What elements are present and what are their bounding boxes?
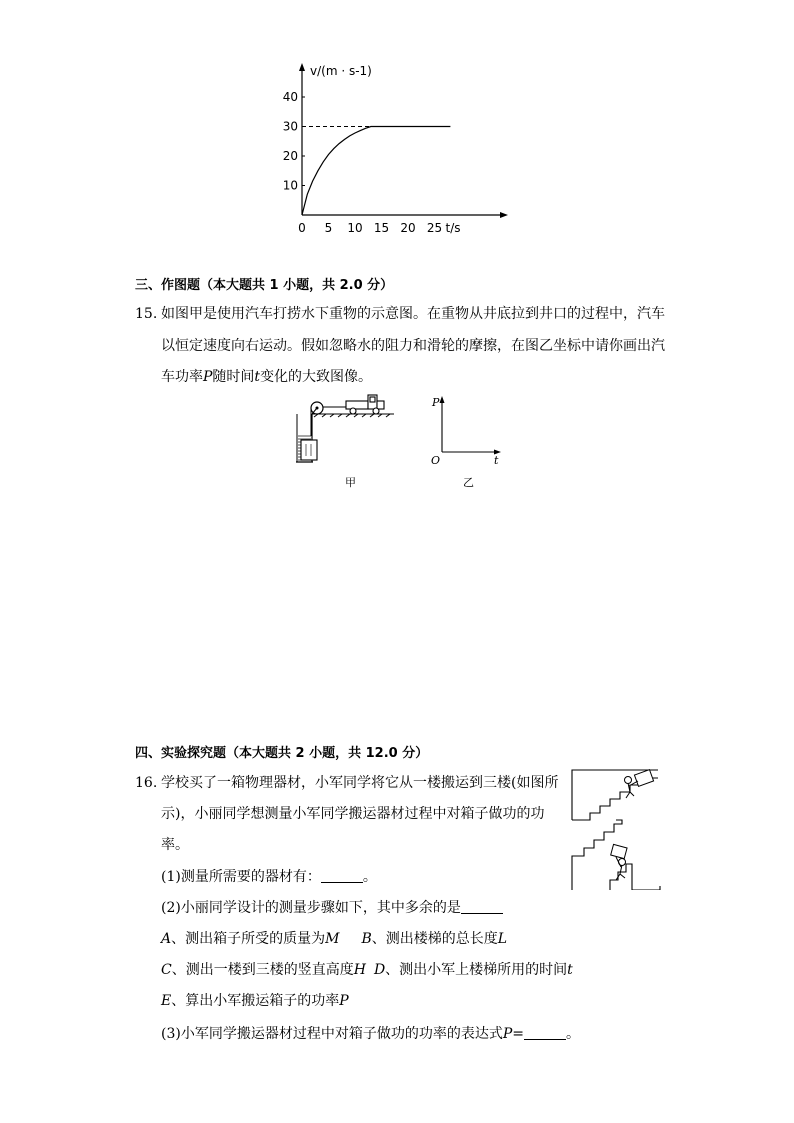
answer-blank-1[interactable] <box>321 868 363 883</box>
y-axis-arrow <box>299 63 305 71</box>
option-d-var: t <box>567 962 573 978</box>
x-axis-arrow <box>500 212 508 218</box>
q15-text: 变化的大致图像。 <box>260 369 373 385</box>
q16-line-3: 率。 <box>161 837 189 853</box>
truck-well-diagram <box>290 392 400 468</box>
option-b-letter: B <box>361 931 372 947</box>
q16-option-ab <box>161 930 507 948</box>
option-d-text: 、测出小军上楼梯所用的时间 <box>385 962 568 978</box>
option-c-var: H <box>353 962 366 978</box>
option-b-text: 、测出楼梯的总长度 <box>371 931 498 947</box>
q16-number: 16. <box>135 775 158 791</box>
q16-line-2: 示)，小丽同学想测量小军同学搬运器材过程中对箱子做功的功 <box>161 806 545 822</box>
q15-line-1: 如图甲是使用汽车打捞水下重物的示意图。在重物从井底拉到井口的过程中，汽车 <box>161 306 665 322</box>
q15-text: 车功率 <box>161 369 203 385</box>
velocity-curve <box>302 127 450 216</box>
y-tick-label: 10 <box>282 178 298 193</box>
x-tick-label: 15 <box>373 221 390 235</box>
q15-line-2: 以恒定速度向右运动。假如忽略水的阻力和滑轮的摩擦，在图乙坐标中请你画出汽 <box>161 338 665 354</box>
staircase-illustration <box>570 768 662 890</box>
chart-layer <box>283 63 508 235</box>
q16-option-e <box>161 992 349 1010</box>
q16-sub-2-text: (2)小丽同学设计的测量步骤如下，其中多余的是 <box>161 900 461 916</box>
x-tick-label: 20 <box>400 221 416 235</box>
person-carrying-box-icon <box>625 770 654 798</box>
axis-origin-label: O <box>431 454 441 467</box>
q16-sub-2 <box>161 899 503 917</box>
q15-number: 15. <box>135 306 158 322</box>
option-a-var: M <box>325 931 340 947</box>
y-tick-label: 20 <box>282 149 298 163</box>
answer-blank-2[interactable] <box>461 899 503 914</box>
y-tick-label: 30 <box>282 119 298 134</box>
answer-blank-3[interactable] <box>524 1025 566 1040</box>
y-axis-label: v/(m · s-1) <box>310 64 372 78</box>
person-carrying-box-icon <box>611 844 627 880</box>
axis-p-label: P <box>432 396 440 409</box>
option-b-var: L <box>497 931 508 947</box>
truck-icon <box>346 395 384 414</box>
q16-sub-3 <box>161 1025 580 1043</box>
velocity-time-chart <box>270 55 520 240</box>
figure-b-label: 乙 <box>463 476 474 489</box>
q16-sub-1-text: (1)测量所需要的器材有： <box>161 869 321 885</box>
figure-a-label: 甲 <box>345 476 356 489</box>
option-c-text: 、测出一楼到三楼的竖直高度 <box>171 962 354 978</box>
option-a-text: 、测出箱子所受的质量为 <box>171 931 326 947</box>
option-a-letter: A <box>161 931 172 947</box>
q16-sub-3-end: 。 <box>566 1026 580 1042</box>
section-3-heading: 三、作图题（本大题共 1 小题，共 2.0 分） <box>135 278 394 293</box>
q16-sub-1-end: 。 <box>362 869 377 885</box>
option-e-text: 、算出小军搬运箱子的功率 <box>171 993 340 1009</box>
q15-text: 随时间 <box>212 369 255 385</box>
q16-sub-3-var: P <box>502 1026 513 1042</box>
option-e-letter: E <box>161 993 172 1009</box>
option-c-letter: C <box>161 962 172 978</box>
axis-t-label: t <box>494 454 499 467</box>
x-axis-label: t/s <box>445 221 461 235</box>
heavy-object <box>301 440 317 460</box>
q16-sub-3-eq: = <box>512 1026 524 1042</box>
option-d-letter: D <box>373 962 386 978</box>
y-tick-label: 40 <box>282 90 298 104</box>
x-tick-label: 5 <box>324 221 333 235</box>
option-e-var: P <box>339 993 349 1009</box>
q16-line-1: 学校买了一箱物理器材，小军同学将它从一楼搬运到三楼(如图所 <box>161 775 559 791</box>
q16-sub-3-text: (3)小军同学搬运器材过程中对箱子做功的功率的表达式 <box>161 1026 503 1042</box>
x-tick-label: 25 <box>426 221 443 235</box>
q15-var-p: P <box>203 369 213 385</box>
q16-sub-1 <box>161 868 377 886</box>
x-tick-label: 0 <box>298 221 306 235</box>
q15-line-3 <box>161 368 372 386</box>
x-tick-label: 10 <box>347 221 363 235</box>
q15-var-t: t <box>254 369 261 385</box>
q16-option-cd <box>161 961 573 979</box>
section-4-heading: 四、实验探究题（本大题共 2 小题，共 12.0 分） <box>135 746 429 761</box>
